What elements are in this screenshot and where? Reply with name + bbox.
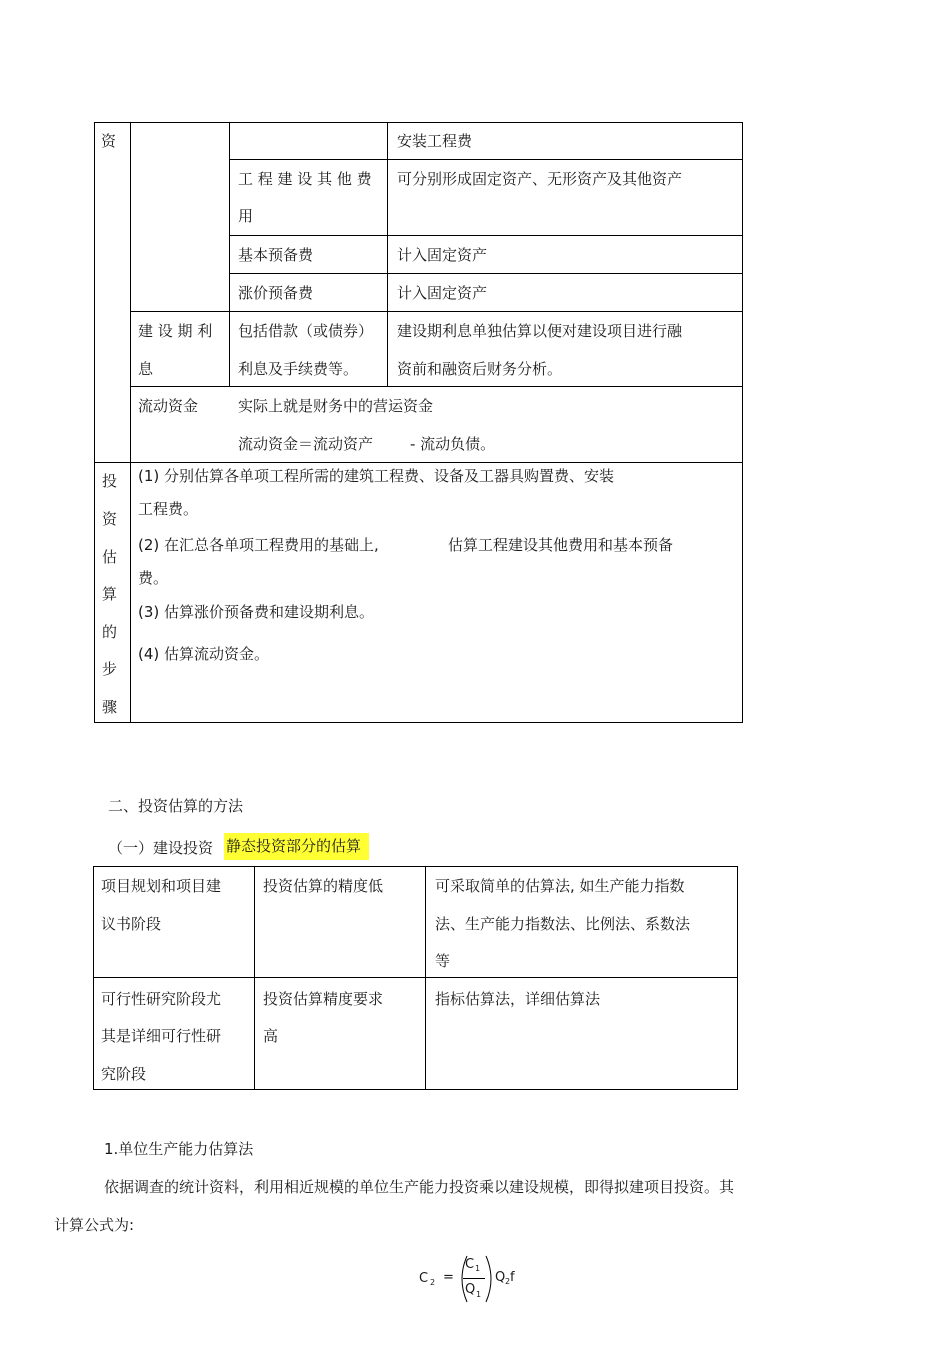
interest-incl-2: 利息及手续费等。 — [238, 360, 359, 378]
working-capital-desc: 实际上就是财务中的营运资金 — [238, 397, 434, 415]
formula-lhs: C — [419, 1271, 429, 1286]
table2-r2c1-end: 究阶段 — [101, 1065, 147, 1083]
working-capital-formula-2: - 流动负债。 — [410, 435, 496, 453]
formula-eq: = — [443, 1270, 454, 1285]
formula-rhs: Q — [495, 1270, 506, 1285]
method-paragraph-cont: 计算公式为: — [54, 1216, 135, 1234]
table2-r1c3-end: 等 — [435, 952, 451, 970]
interest-label: 建 设 期 利 — [138, 322, 213, 340]
subsection-highlight: 静态投资部分的估算 — [224, 833, 369, 860]
formula-rhs-sub: 2 — [505, 1277, 511, 1286]
method-title: 1.单位生产能力估算法 — [104, 1140, 254, 1158]
step-3: (3) 估算涨价预备费和建设期利息。 — [138, 603, 375, 621]
table2-r1c1-cont: 议书阶段 — [101, 915, 162, 933]
table1-col-a-top: 资 — [101, 132, 117, 150]
table2-r2c3: 指标估算法，详细估算法 — [435, 990, 601, 1008]
section-title: 二、投资估算的方法 — [108, 797, 244, 815]
formula-num-sub: 1 — [475, 1264, 481, 1273]
interest-incl: 包括借款（或债券） — [238, 322, 374, 340]
table2-r2c1: 可行性研究阶段尤 — [101, 990, 222, 1008]
step-2: (2) 在汇总各单项工程费用的基础上, — [138, 536, 379, 554]
table2-r1c3: 可采取简单的估算法, 如生产能力指数 — [435, 877, 685, 895]
steps-label-char: 的 — [102, 623, 118, 641]
price-reserve: 涨价预备费 — [238, 284, 314, 302]
table2-r2c1-cont: 其是详细可行性研 — [101, 1027, 222, 1045]
formula-den: Q — [465, 1282, 476, 1297]
interest-label-2: 息 — [138, 360, 154, 378]
table2-r1c3-cont: 法、生产能力指数法、比例法、系数法 — [435, 915, 691, 933]
steps-label-char: 步 — [102, 660, 118, 678]
step-1: (1) 分别估算各单项工程所需的建筑工程费、设备及工器具购置费、安装 — [138, 467, 615, 485]
steps-label-char: 投 — [102, 472, 118, 490]
table2-r1c2: 投资估算的精度低 — [263, 877, 384, 895]
other-fee-label: 工 程 建 设 其 他 费 — [238, 170, 372, 188]
step-2-mid: 估算工程建设其他费用和基本预备 — [448, 536, 674, 554]
step-2-cont: 费。 — [138, 569, 169, 587]
subsection-prefix: （一）建设投资 — [108, 839, 214, 857]
table2-r2c2-cont: 高 — [263, 1027, 279, 1045]
method-paragraph: 依据调查的统计资料，利用相近规模的单位生产能力投资乘以建设规模，即得拟建项目投资。其 — [104, 1178, 735, 1196]
steps-label-char: 骤 — [102, 698, 118, 716]
working-capital-formula: 流动资金＝流动资产 — [238, 435, 374, 453]
basic-reserve-desc: 计入固定资产 — [397, 246, 488, 264]
formula-rhs-f: f — [510, 1270, 515, 1285]
steps-label-char: 资 — [102, 510, 118, 528]
basic-reserve: 基本预备费 — [238, 246, 314, 264]
other-fee-desc: 可分别形成固定资产、无形资产及其他资产 — [397, 170, 683, 188]
step-1-cont: 工程费。 — [138, 500, 199, 518]
interest-desc: 建设期利息单独估算以便对建设项目进行融 — [397, 322, 683, 340]
table2-r1c1: 项目规划和项目建 — [101, 877, 222, 895]
fraction-bar — [463, 1278, 485, 1279]
price-reserve-desc: 计入固定资产 — [397, 284, 488, 302]
working-capital: 流动资金 — [138, 397, 199, 415]
steps-label-char: 算 — [102, 585, 118, 603]
install-fee: 安装工程费 — [397, 132, 473, 150]
interest-desc-2: 资前和融资后财务分析。 — [397, 360, 563, 378]
steps-label-char: 估 — [102, 548, 118, 566]
table2-r2c2: 投资估算精度要求 — [263, 990, 384, 1008]
formula-lhs-sub: 2 — [430, 1278, 436, 1287]
formula-den-sub: 1 — [476, 1290, 482, 1299]
formula-num: C — [465, 1257, 475, 1272]
other-fee-label-2: 用 — [238, 207, 254, 225]
step-4: (4) 估算流动资金。 — [138, 645, 270, 663]
